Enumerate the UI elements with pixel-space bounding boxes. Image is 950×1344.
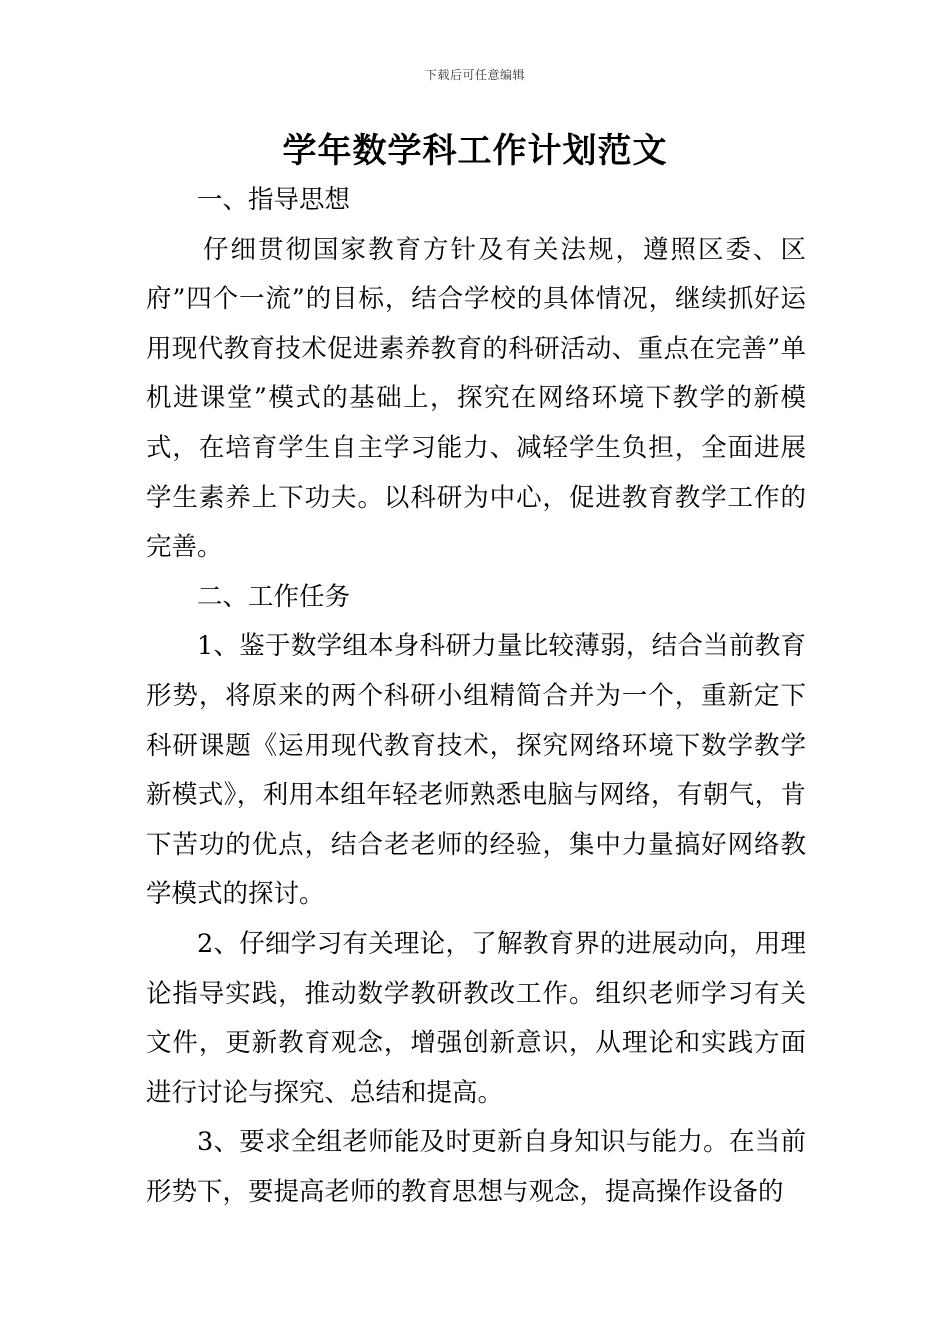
paragraph-task-1: 1、鉴于数学组本身科研力量比较薄弱，结合当前教育形势，将原来的两个科研小组精简合并为一个，重新定下科研课题《运用现代教育技术，探究网络环境下数学教学新模式》，利用本组年轻老师熟悉电脑与网络，有朝气，肯下苦功的优点，结合老老师的经验，集中力量搞好网络教学模式的探讨。: [146, 631, 806, 910]
page-header-note: 下载后可任意编辑: [424, 68, 525, 82]
document-body: [146, 176, 806, 1217]
paragraph-task-2: 2、仔细学习有关理论，了解教育界的进展动向，用理论指导实践，推动数学教研教改工作。组织老师学习有关文件，更新教育观念，增强创新意识，从理论和实践方面进行讨论与探究、总结和提高。: [146, 928, 806, 1108]
section-heading-work-tasks: 二、工作任务: [197, 581, 351, 612]
section-heading-guiding-thought: 一、指导思想: [197, 185, 351, 215]
paragraph-guiding-thought: 仔细贯彻国家教育方针及有关法规，遵照区委、区府”四个一流”的目标，结合学校的具体情况，继续抓好运用现代教育技术促进素养教育的科研活动、重点在完善”单机进课堂”模式的基础上，探究在网络环境下教学的新模式，在培育学生自主学习能力、减轻学生负担，全面进展学生素养上下功夫。以科研为中心，促进教育教学工作的完善。: [146, 234, 806, 563]
paragraph-task-3: 3、要求全组老师能及时更新自身知识与能力。在当前形势下，要提高老师的教育思想与观念，提高操作设备的: [146, 1127, 806, 1207]
document-title: 学年数学科工作计划范文: [282, 131, 668, 171]
